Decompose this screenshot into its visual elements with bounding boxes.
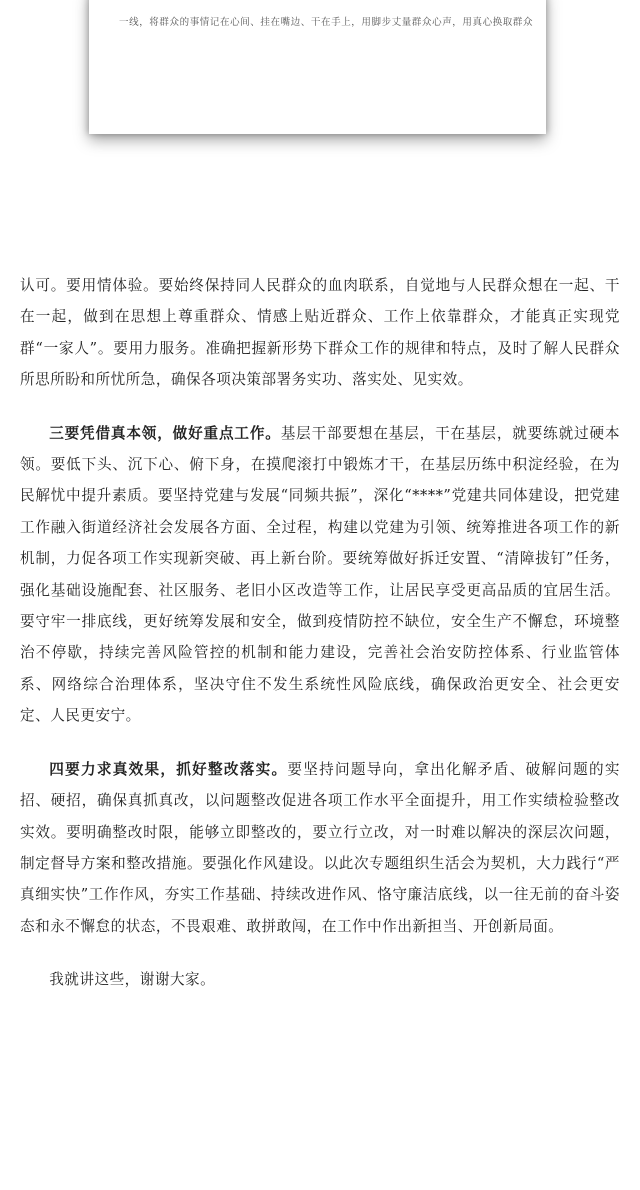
paragraph-3-text: 要坚持问题导向，拿出化解矛盾、破解问题的实招、硬招，确保真抓真改，以问题整改促进各项工作水平全面提升，用工作实绩检验整改实效。要明确整改时限，能够立即整改的，要立行立改，对一时难以解决的深层次问题，制定督导方案和整改措施。要强化作风建设。以此次专题组织生活会为契机，大力践行“严真细实快”工作作风，夯实工作基础、持续改进作风、恪守廉洁底线，以一往无前的奋斗姿态和永不懈怠的状态，不畏艰难、敢拼敢闯，在工作中作出新担当、开创新局面。: [20, 760, 620, 935]
paragraph-2-heading: 三要凭借真本领，做好重点工作。: [49, 424, 281, 442]
preview-card: [89, 0, 546, 134]
paragraph-3-heading: 四要力求真效果，抓好整改落实。: [49, 760, 288, 778]
closing-paragraph: 我就讲这些，谢谢大家。: [49, 971, 216, 989]
paragraph-1: 认可。要用情体验。要始终保持同人民群众的血肉联系，自觉地与人民群众想在一起、干在一起，做到在思想上尊重群众、情感上贴近群众、工作上依靠群众，才能真正实现党群“一家人”。要用力服务。准确把握新形势下群众工作的规律和特点，及时了解人民群众所思所盼和所忧所急，确保各项决策部署务实功、落实处、见实效。: [20, 277, 620, 389]
paragraph-2-text: 基层干部要想在基层，干在基层，就要练就过硬本领。要低下头、沉下心、俯下身，在摸爬滚打中锻炼才干，在基层历练中积淀经验，在为民解忧中提升素质。要坚持党建与发展“同频共振”，深化“****”党建共同体建设，把党建工作融入街道经济社会发展各方面、全过程，构建以党建为引领、统筹推进各项工作的新机制，力促各项工作实现新突破、再上新台阶。要统筹做好拆迁安置、“清障拔钉”任务，强化基础设施配套、社区服务、老旧小区改造等工作，让居民享受更高品质的宜居生活。要守牢一排底线，更好统筹发展和安全，做到疫情防控不缺位，安全生产不懈怠，环境整治不停歇，持续完善风险管控的机制和能力建设，完善社会治安防控体系、行业监管体系、网络综合治理体系，坚决守住不发生系统性风险底线，确保政治更安全、社会更安定、人民更安宁。: [20, 424, 620, 725]
paragraph-3: [20, 754, 620, 942]
card-text-line: 一线，将群众的事情记在心间、挂在嘴边、干在手上，用脚步丈量群众心声，用真心换取群众: [119, 17, 534, 28]
paragraph-2: [20, 418, 620, 732]
document-body: [20, 270, 620, 1018]
